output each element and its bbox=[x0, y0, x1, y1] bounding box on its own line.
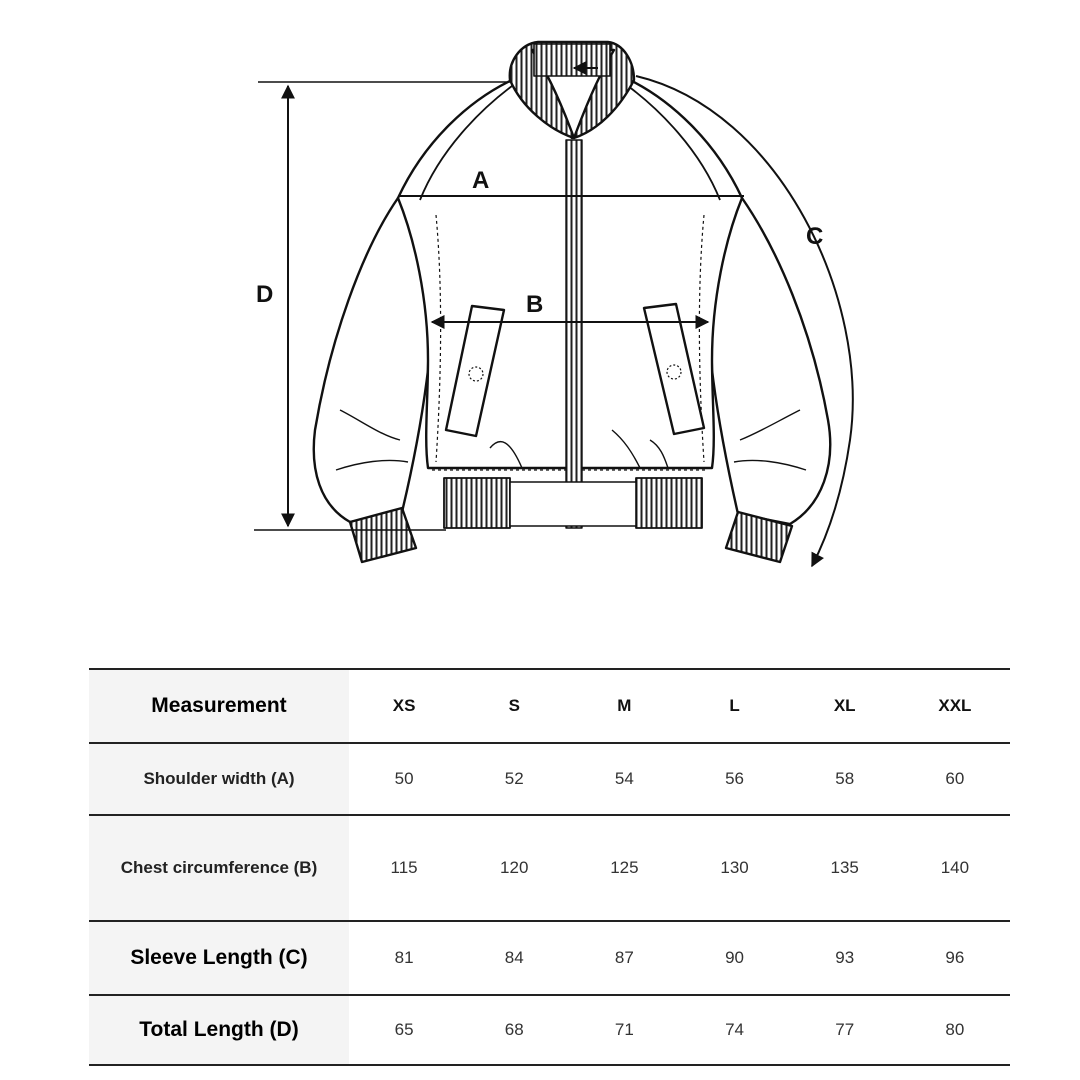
cell-value: 115 bbox=[390, 858, 418, 877]
row-label: Shoulder width (A) bbox=[89, 743, 349, 815]
cell-value: 50 bbox=[394, 769, 414, 788]
zipper bbox=[566, 140, 582, 528]
table-header-row bbox=[89, 669, 1010, 743]
row-label: Total Length (D) bbox=[89, 995, 349, 1065]
header-size: XXL bbox=[938, 696, 972, 715]
cell-value: 135 bbox=[830, 858, 859, 877]
cell-value: 71 bbox=[614, 1020, 634, 1039]
cell-value: 74 bbox=[725, 1020, 744, 1039]
cell-value: 80 bbox=[945, 1020, 965, 1039]
cell-value: 96 bbox=[945, 948, 965, 967]
cell-value: 77 bbox=[835, 1020, 855, 1039]
label-c: C bbox=[806, 223, 824, 250]
cell-value: 56 bbox=[725, 769, 744, 788]
cell-value: 81 bbox=[394, 948, 414, 967]
label-a: A bbox=[472, 167, 490, 194]
header-size: S bbox=[508, 696, 520, 715]
label-d: D bbox=[256, 281, 274, 308]
row-label: Chest circumference (B) bbox=[89, 815, 349, 921]
header-measurement: Measurement bbox=[89, 669, 349, 743]
cell-value: 68 bbox=[504, 1020, 524, 1039]
cell-value: 130 bbox=[720, 858, 749, 877]
cell-value: 84 bbox=[504, 948, 524, 967]
cell-value: 87 bbox=[614, 948, 634, 967]
jacket-drawing bbox=[314, 42, 830, 562]
table-row bbox=[89, 921, 1010, 995]
cell-value: 93 bbox=[835, 948, 855, 967]
label-b: B bbox=[526, 291, 544, 318]
table-row bbox=[89, 743, 1010, 815]
cell-value: 54 bbox=[614, 769, 634, 788]
cell-value: 120 bbox=[500, 858, 529, 877]
waistband-right bbox=[636, 478, 702, 528]
cell-value: 90 bbox=[725, 948, 744, 967]
left-sleeve bbox=[314, 198, 428, 522]
header-size: XL bbox=[833, 696, 856, 715]
cell-value: 125 bbox=[610, 858, 639, 877]
cell-value: 140 bbox=[940, 858, 970, 877]
header-size: L bbox=[729, 696, 740, 715]
waistband-left bbox=[444, 478, 510, 528]
table-row bbox=[89, 815, 1010, 921]
cell-value: 52 bbox=[504, 769, 524, 788]
header-size: XS bbox=[392, 696, 416, 715]
row-label: Sleeve Length (C) bbox=[89, 921, 349, 995]
cell-value: 60 bbox=[945, 769, 965, 788]
collar-top-rib bbox=[534, 44, 610, 76]
size-chart-table bbox=[89, 668, 1010, 1066]
cell-value: 65 bbox=[394, 1020, 414, 1039]
cell-value: 58 bbox=[835, 769, 855, 788]
header-size: M bbox=[617, 696, 632, 715]
table-row bbox=[89, 995, 1010, 1065]
